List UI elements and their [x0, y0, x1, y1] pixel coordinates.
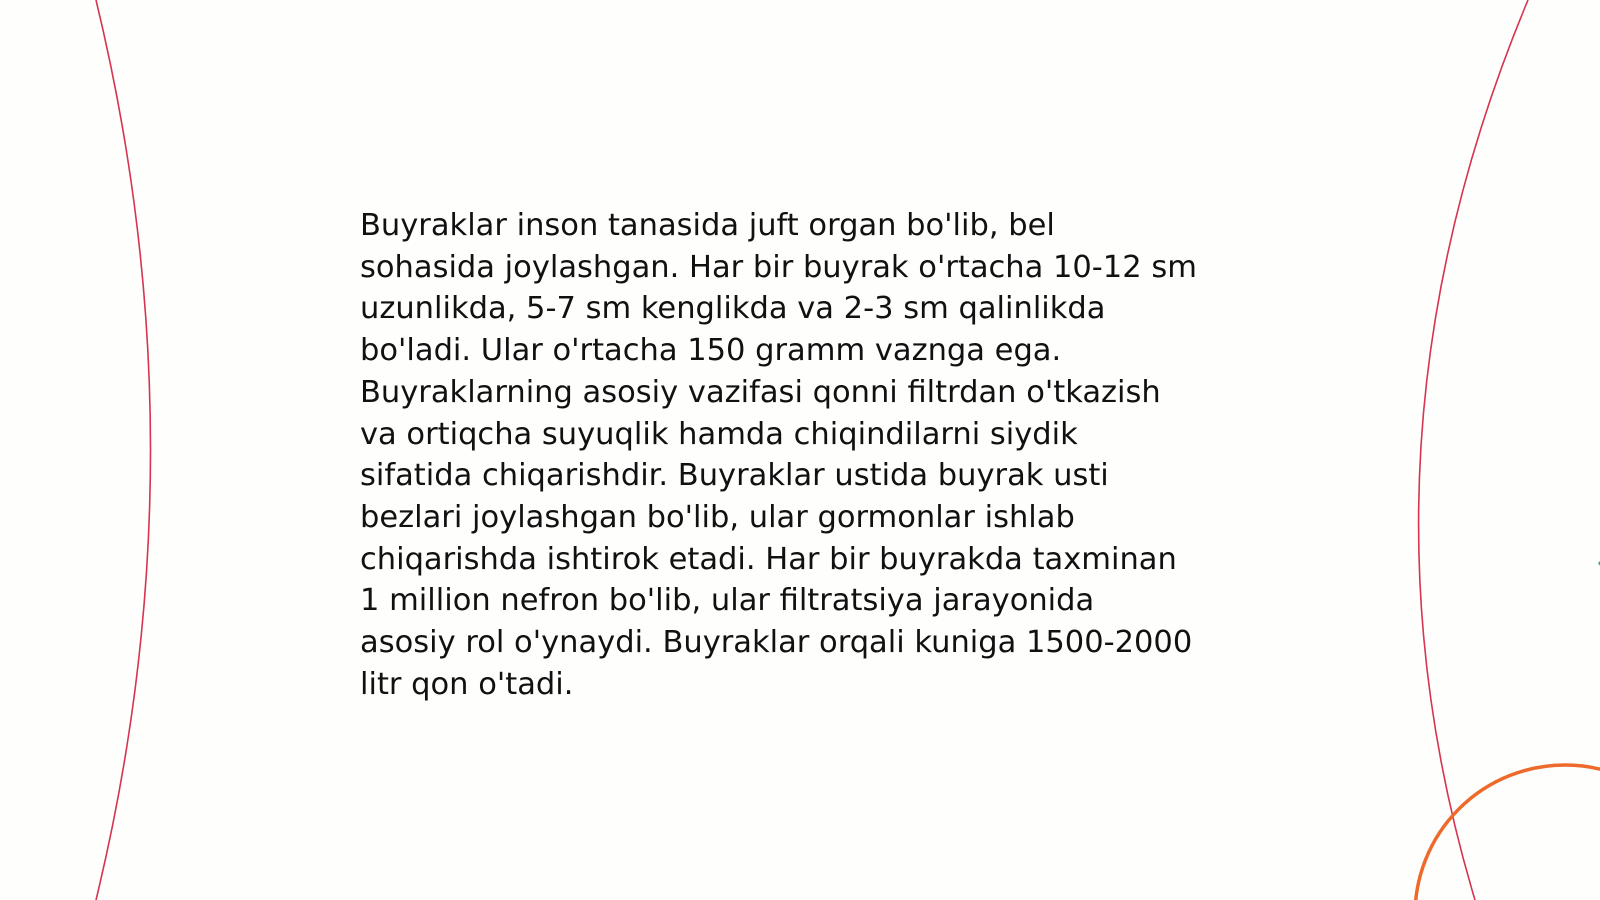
right-decorative-curve: [1419, 0, 1528, 900]
slide-body-text: Buyraklar inson tanasida juft organ bo'lib, bel sohasida joylashgan. Har bir buyrak o'rtacha 10-12 sm uzunlikda, 5-7 sm kenglikda va 2-3 sm qalinlikda bo'ladi. Ular o'rtacha 150 gramm vaznga ega. Buyraklarning asosiy vazifasi qonni filtrdan o'tkazish va ortiqcha suyuqlik hamda chiqindilarni siydik sifatida chiqarishdir. Buyraklar ustida buyrak usti bezlari joylashgan bo'lib, ular gormonlar ishlab chiqarishda ishtirok etadi. Har bir buyrakda taxminan 1 million nefron bo'lib, ular filtratsiya jarayonida asosiy rol o'ynaydi. Buyraklar orqali kuniga 1500-2000 litr qon o'tadi.: [360, 208, 1197, 702]
left-decorative-curve: [96, 0, 151, 900]
orange-decorative-arc: [1415, 765, 1600, 900]
